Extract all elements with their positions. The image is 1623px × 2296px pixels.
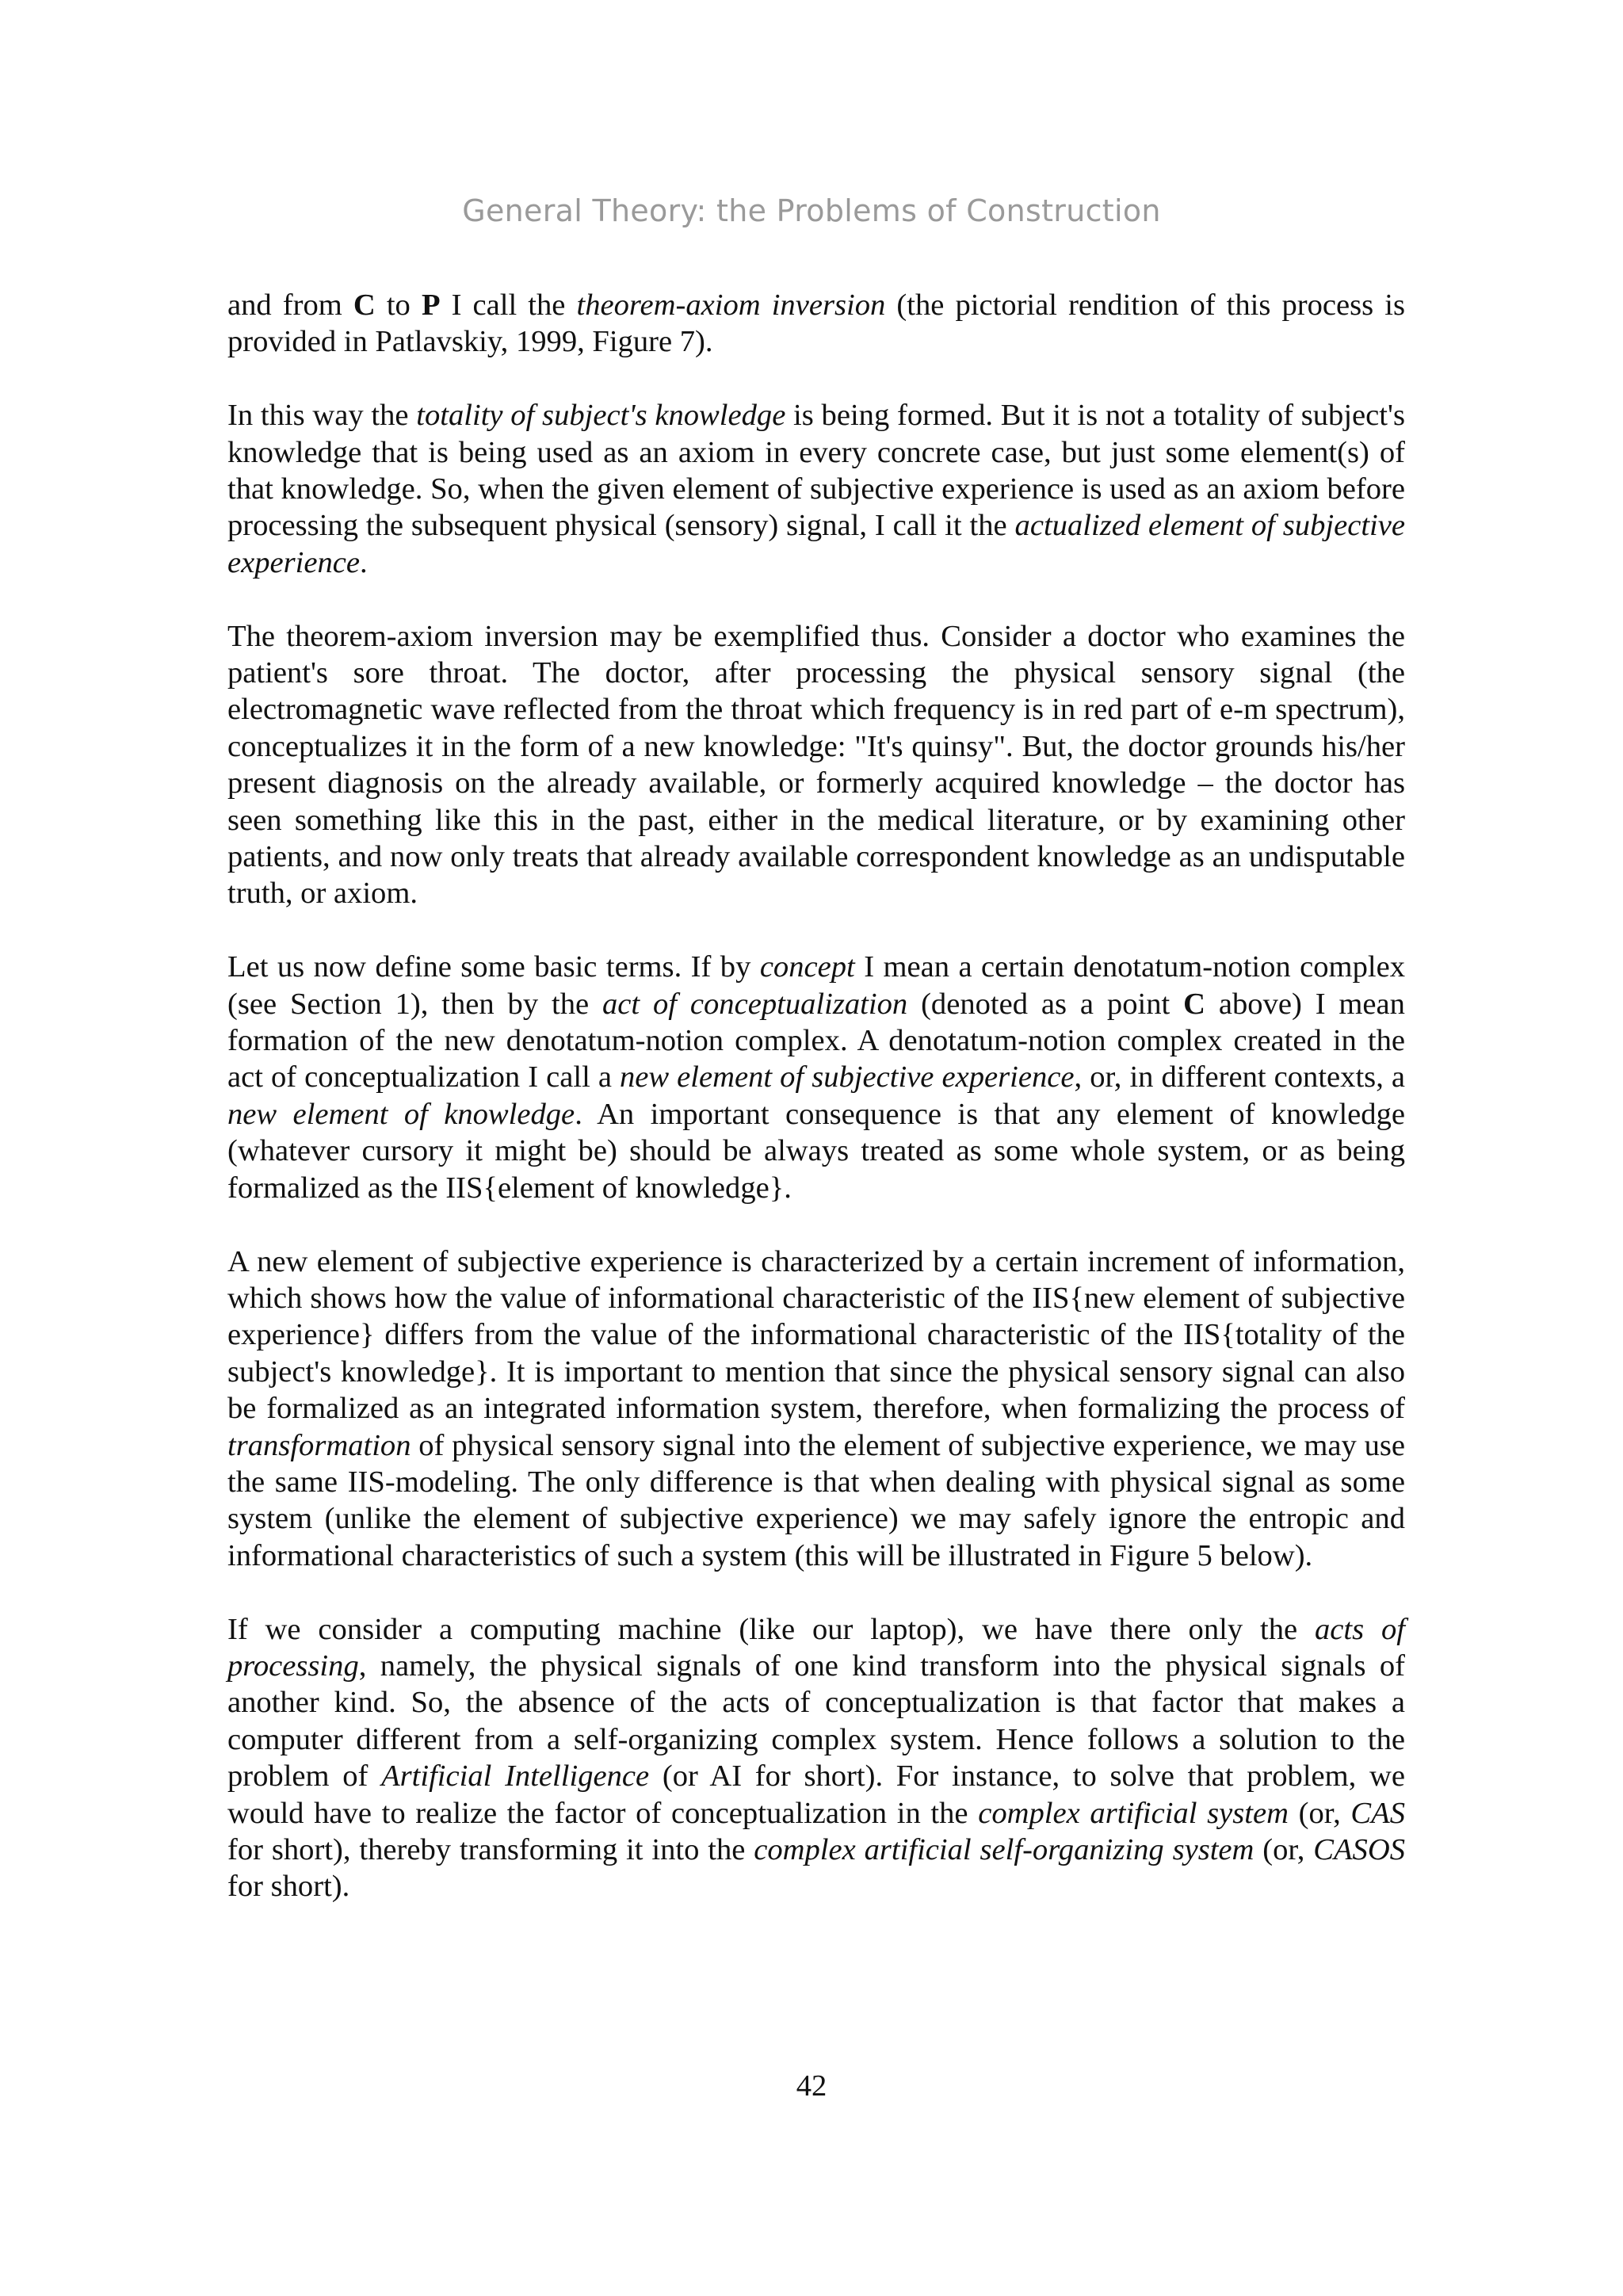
- text-run: If we consider a computing machine (like our laptop), we have there only the: [227, 1612, 1315, 1646]
- italic-term: Artificial Intelligence: [381, 1759, 650, 1794]
- text-run: , or, in different contexts, a: [1074, 1060, 1405, 1095]
- paragraph: [227, 397, 1405, 581]
- page-number: 42: [796, 2069, 827, 2103]
- text-run: A new element of subjective experience is characterized by a certain increment of information, which shows how the value of informational characteristic of the IIS{new element of subjective experience} differs from the value of the informational characteristic of the IIS{totality of the subject's knowledge}. It is important to mention that since the physical sensory signal can also be formalized as an integrated information system, therefore, when formalizing the process of: [227, 1244, 1405, 1426]
- paragraph: [227, 618, 1405, 912]
- text-run: for short), thereby transforming it into the: [227, 1832, 754, 1866]
- text-run: (the pictorial rendition of this process is provided in Patlavskiy, 1999, Figure 7).: [227, 288, 1405, 359]
- text-run: (or,: [1254, 1832, 1314, 1866]
- italic-term: act of conceptualization: [602, 987, 908, 1021]
- text-run: is being formed. But it is not a totality of subject's knowledge that is being used as an axiom in every concrete case, but just some element(s) of that knowledge. So, when the given element of subjective experience is used as an axiom before processing the subsequent physical (sensory) signal, I call it the: [227, 399, 1405, 543]
- text-run: and from: [227, 288, 353, 322]
- italic-term: acts of processing: [227, 1612, 1406, 1683]
- italic-term: actualized element of subjective experience: [227, 509, 1406, 579]
- italic-term: complex artificial system: [978, 1796, 1289, 1830]
- text-run: above) I mean formation of the new denotatum-notion complex. A denotatum-notion complex created in the act of conceptualization I call a: [227, 987, 1405, 1095]
- bold-term: C: [353, 288, 376, 322]
- text-run: to: [375, 288, 422, 322]
- text-run: I mean a certain denotatum-notion complex (see Section 1), then by the: [227, 950, 1405, 1021]
- paragraph: [227, 949, 1405, 1206]
- italic-term: new element of knowledge: [227, 1097, 575, 1131]
- italic-term: new element of subjective experience: [620, 1060, 1075, 1095]
- text-run: . An important consequence is that any element of knowledge (whatever cursory it might be) should be always treated as some whole system, or as being formalized as the IIS{element of knowledge}.: [227, 1097, 1406, 1205]
- text-run: Let us now define some basic terms. If by: [227, 950, 760, 984]
- paragraph: [227, 1611, 1405, 1905]
- italic-term: complex artificial self-organizing system: [754, 1832, 1254, 1866]
- text-run: In this way the: [227, 399, 417, 433]
- italic-term: CAS: [1350, 1796, 1405, 1830]
- text-run: (or,: [1288, 1796, 1351, 1830]
- italic-term: theorem-axiom inversion: [576, 288, 886, 322]
- body-text: [227, 287, 1405, 1942]
- text-run: .: [360, 545, 368, 579]
- paragraph: [227, 1244, 1405, 1575]
- text-run: The theorem-axiom inversion may be exemplified thus. Consider a doctor who examines the patient's sore throat. The doctor, after processing the physical sensory signal (the electromagnetic wave reflected from the throat which frequency is in red part of e-m spectrum), conceptualizes it in the form of a new knowledge: "It's quinsy". But, the doctor grounds his/her present diagnosis on the already available, or formerly acquired knowledge – the doctor has seen something like this in the past, either in the medical literature, or by examining other patients, and now only treats that already available correspondent knowledge as an undisputable truth, or axiom.: [227, 619, 1405, 911]
- text-run: (or AI for short). For instance, to solve that problem, we would have to realize the factor of conceptualization in the: [227, 1759, 1406, 1830]
- text-run: I call the: [440, 288, 577, 322]
- paragraph: [227, 287, 1405, 361]
- bold-term: P: [421, 288, 441, 322]
- italic-term: CASOS: [1313, 1832, 1405, 1866]
- bold-term: C: [1183, 987, 1205, 1021]
- italic-term: totality of subject's knowledge: [416, 399, 786, 433]
- italic-term: transformation: [227, 1428, 411, 1462]
- running-header: General Theory: the Problems of Construction: [462, 193, 1161, 228]
- text-run: for short).: [227, 1870, 350, 1904]
- text-run: , namely, the physical signals of one kind transform into the physical signals of another kind. So, the absence of the acts of conceptualization is that factor that makes a computer different from a self-organizing complex system. Hence follows a solution to the problem of: [227, 1648, 1405, 1794]
- text-run: of physical sensory signal into the element of subjective experience, we may use the same IIS-modeling. The only difference is that when dealing with physical signal as some system (unlike the element of subjective experience) we may safely ignore the entropic and informational characteristics of such a system (this will be illustrated in Figure 5 below).: [227, 1428, 1405, 1572]
- italic-term: concept: [759, 950, 855, 984]
- text-run: (denoted as a point: [907, 987, 1184, 1021]
